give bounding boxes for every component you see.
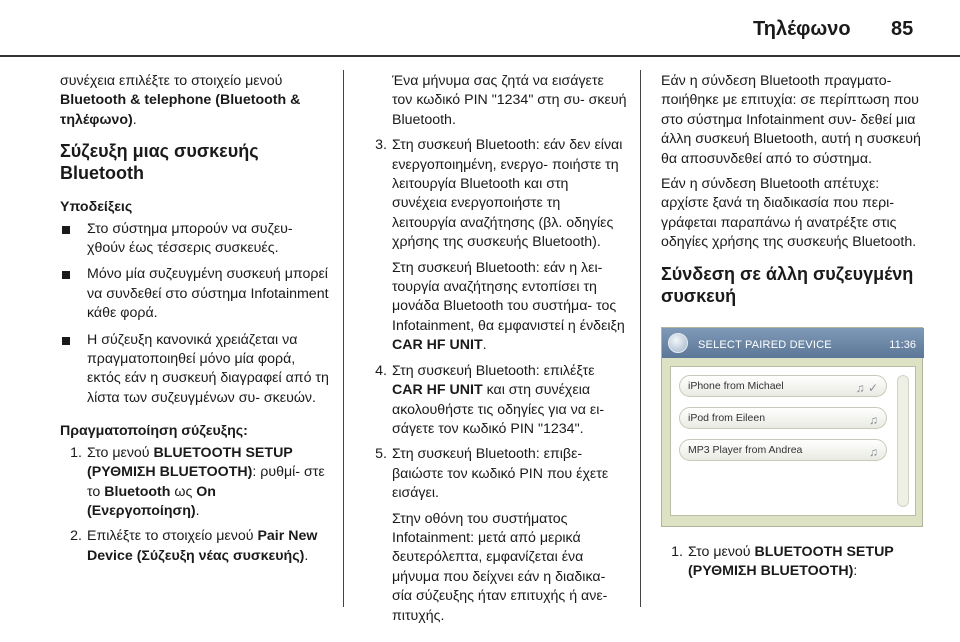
phone-music-check-icon: ♫ ✓ [855, 380, 878, 395]
step-item: 1. Στο μενού BLUETOOTH SETUP (ΡΥΘΜΙΣΗ BLUETOOTH): [671, 543, 894, 580]
column-3 [661, 72, 923, 587]
infotainment-screen [661, 327, 923, 527]
step-item: 3. Στη συσκευή Bluetooth: εάν δεν είναι ενεργοποιημένη, ενεργο- ποιήστε τη λειτουργία Bluetooth και στη συνέχεια ενεργοποιήστε τη λειτουργία αναζήτησης (βλ. οδηγίες χρήσης της συσκευής Bluetooth). Στη συσκευή Bluetooth: εάν η λει- τουργία αναζήτησης εντοπίσει τη μονάδα Bluetooth του συστήμα- τος Infotainment, θα εμφανιστεί η ένδειξη CAR HF UNIT. [375, 137, 625, 354]
page-title: Τηλέφωνο [753, 18, 851, 40]
page-header [0, 0, 960, 58]
music-icon: ♫ [869, 444, 878, 459]
intro-paragraph: συνέχεια επιλέξτε το στοιχείο μενού Bluetooth & telephone (Bluetooth & τηλέφωνο). [60, 73, 301, 128]
screen-title-bar [662, 328, 924, 358]
column-1 [60, 72, 330, 572]
device-item-iphone: iPhone from Michael ♫ ✓ [679, 375, 887, 397]
section-title-connect: Σύνδεση σε άλλη συζευγμένη συσκευή [661, 263, 914, 306]
header-rule [0, 55, 960, 57]
screen-title: SELECT PAIRED DEVICE [698, 338, 832, 351]
bullet-square-icon [62, 226, 70, 234]
bullet-item: Στο σύστημα μπορούν να συζευ- χθούν έως τέσσερις συσκευές. [60, 220, 330, 259]
list-scrollbar [897, 375, 909, 507]
screen-clock: 11:36 [889, 338, 916, 351]
section-title-pairing: Σύζευξη μιας συσκευής Bluetooth [60, 141, 259, 184]
music-icon: ♫ [869, 412, 878, 427]
success-paragraph: Εάν η σύνδεση Bluetooth πραγματο- ποιήθηκε με επιτυχία: σε περίπτωση που στο σύστημα Infotainment συν- δεθεί μια άλλη συσκευή Bluetooth, αυτή η συσκευή θα αποσυνδεθεί από το σύστημα. [661, 73, 921, 167]
bullet-item: Η σύζευξη κανονικά χρειάζεται να πραγματοποιηθεί μόνο μία φορά, εκτός εάν η συσκευή διαγραφεί από τη λίστα των συζευγμένων συ- σκευών. [60, 331, 330, 409]
column-2 [365, 72, 627, 632]
failure-paragraph: Εάν η σύνδεση Bluetooth απέτυχε: αρχίστε ξανά τη διαδικασία που περι- γράφεται παραπάνω ή ανατρέξτε στις οδηγίες χρήσης της συσκευής Bluetooth. [661, 176, 917, 251]
page-number: 85 [891, 18, 914, 40]
continued-paragraph: Ένα μήνυμα σας ζητά να εισάγετε τον κωδικό PIN "1234" στη συ- σκευή Bluetooth. [392, 73, 627, 128]
device-item-ipod: iPod from Eileen ♫ [679, 407, 887, 429]
bullet-square-icon [62, 337, 70, 345]
step-item: 5. Στη συσκευή Bluetooth: επιβε- βαιώστε τον κωδικό PIN που έχετε εισάγει. Στην οθόνη του συστήματος Infotainment: μετά από μερικά δευτερόλεπτα, εμφανίζεται ένα μήνυμα που δείχνει εάν η διαδικα- σία σύζευξης ήταν επιτυχής ή ανε- πιτυχής. [375, 446, 609, 624]
back-button-icon [668, 333, 688, 353]
device-item-mp3: MP3 Player from Andrea ♫ [679, 439, 887, 461]
step-item: 4. Στη συσκευή Bluetooth: επιλέξτε CAR HF UNIT και στη συνέχεια ακολουθήστε τις οδηγίες για να ει- σάγετε τον κωδικό PIN "1234". [375, 362, 605, 437]
bullet-square-icon [62, 271, 70, 279]
bullet-item: Μόνο μία συζευγμένη συσκευή μπορεί να συνδεθεί στο σύστημα Infotainment κάθε φορά. [60, 265, 330, 323]
column-divider-2 [640, 70, 641, 607]
notes-heading: Υποδείξεις [60, 199, 133, 216]
procedure-heading: Πραγματοποίηση σύζευξης: [60, 423, 248, 440]
step-item: 2. Επιλέξτε το στοιχείο μενού Pair New Device (Σύζευξη νέας συσκευής). [70, 528, 318, 564]
column-divider-1 [343, 70, 344, 607]
step-item: 1. Στο μενού BLUETOOTH SETUP (ΡΥΘΜΙΣΗ BLUETOOTH): ρυθμί- στε το Bluetooth ως On (Ενεργοποίηση). [70, 444, 325, 519]
paired-device-list [670, 366, 916, 516]
